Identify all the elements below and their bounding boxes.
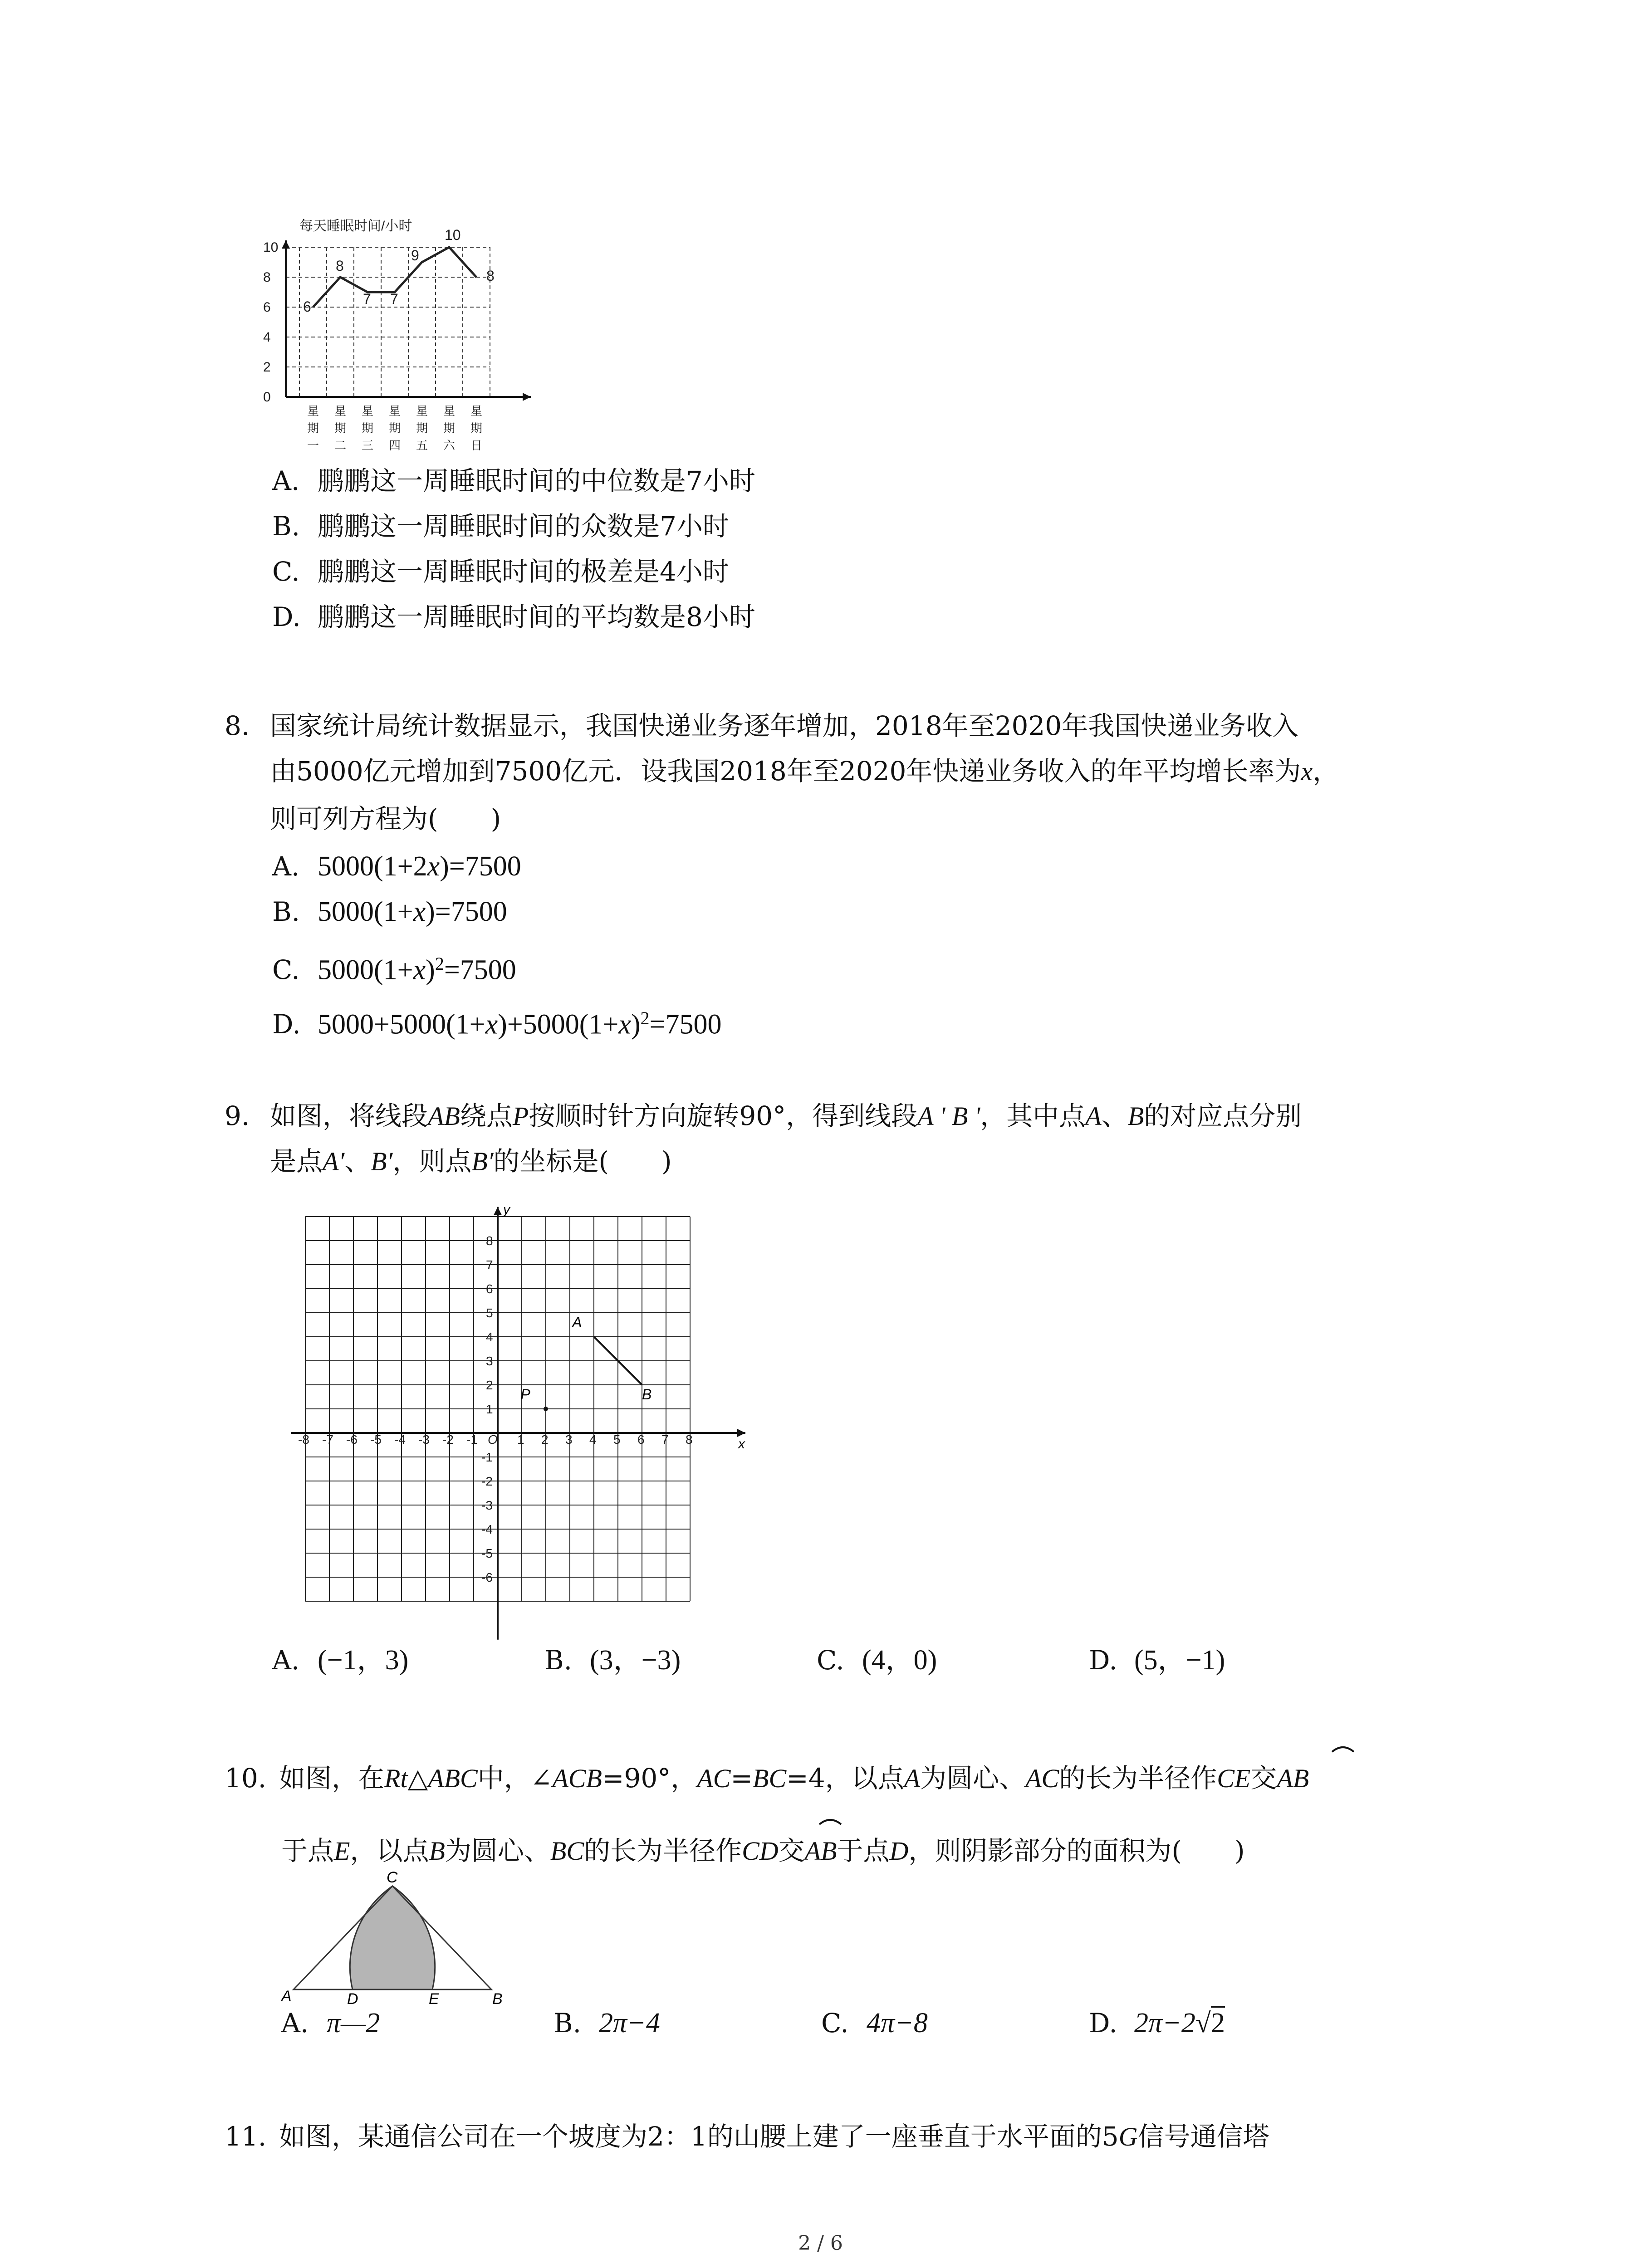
arc-ce: CE — [1217, 1764, 1251, 1793]
x-tick-label: 星 — [470, 404, 483, 418]
question-number: 10. — [225, 1763, 267, 1794]
option-text: 鹏鹏这一周睡眠时间的平均数是8小时 — [318, 601, 755, 632]
x-tick-label: 星 — [416, 404, 428, 418]
q10-stem-line-2: 于点E，以点B为圆心、BC的长为半径作CD交AB于点D，则阴影部分的面积为( ) — [281, 1835, 1245, 1866]
x-tick-label: 期 — [362, 421, 374, 435]
x-tick-label: 星 — [307, 404, 319, 418]
x-tick-label: 4 — [589, 1432, 597, 1447]
x-tick-label: 7 — [661, 1432, 669, 1447]
point-p — [544, 1407, 548, 1411]
point-b-label: B — [642, 1386, 652, 1403]
point-label: 8 — [336, 258, 344, 274]
option-label: B. — [272, 511, 300, 542]
x-tick-label: 5 — [613, 1432, 621, 1447]
y-tick-label: 1 — [486, 1402, 493, 1416]
q9-option-b[interactable]: B. (3，−3) — [544, 1645, 681, 1676]
x-tick-label: 6 — [637, 1432, 645, 1447]
x-tick-labels — [298, 1432, 693, 1447]
q10-option-b[interactable]: B. 2π−4 — [554, 2008, 660, 2038]
question-number: 8. — [225, 710, 250, 741]
chart-point-labels — [303, 227, 495, 315]
y-tick-label: 2 — [486, 1378, 493, 1392]
y-tick-label: 8 — [263, 270, 271, 285]
coordinate-grid-figure — [263, 1198, 758, 1637]
sqrt-sign: √ — [1195, 2008, 1211, 2038]
q8-option-c[interactable]: C. $5000(1+x)^2=7500$ — [272, 953, 516, 986]
arc-mark-ce — [1329, 1743, 1357, 1754]
x-tick-label: 8 — [686, 1432, 693, 1447]
x-tick-label: 日 — [470, 439, 483, 452]
x-tick-label: -7 — [322, 1432, 333, 1447]
y-tick-label: 10 — [263, 240, 279, 255]
q7-option-b[interactable] — [272, 508, 729, 544]
point-label: 10 — [445, 227, 461, 243]
x-tick-label: -4 — [394, 1432, 406, 1447]
y-tick-label: 2 — [263, 360, 271, 375]
option-label: D. — [272, 601, 301, 632]
y-axis-arrow — [282, 240, 290, 249]
q8-option-b[interactable]: B. 5000(1+x)=7500 — [272, 896, 507, 927]
q7-option-d[interactable] — [272, 599, 755, 635]
label-a: A — [281, 1988, 292, 2005]
x-tick-label: -1 — [466, 1432, 478, 1447]
q9-stem-line-1: 9. 如图，将线段AB绕点P按顺时针方向旋转90°，得到线段A ' B '，其中点A、B的对应点分别 — [225, 1098, 1302, 1134]
chart-x-tick-labels — [307, 404, 482, 452]
y-tick-label: 7 — [486, 1258, 493, 1272]
x-tick-label: 1 — [517, 1432, 524, 1447]
label-c: C — [387, 1869, 398, 1886]
y-tick-label: 0 — [263, 390, 271, 405]
q9-option-a[interactable]: A. (−1，3) — [272, 1645, 409, 1676]
arc-cd: CD — [742, 1836, 779, 1866]
x-tick-label: O — [488, 1432, 498, 1447]
x-tick-label: 五 — [416, 439, 428, 452]
y-tick-label: 4 — [486, 1330, 493, 1344]
y-tick-label: -5 — [481, 1546, 493, 1560]
question-number: 11. — [225, 2121, 267, 2152]
q10-option-a[interactable]: A. π—2 — [281, 2008, 380, 2038]
option-text: 鹏鹏这一周睡眠时间的极差是4小时 — [318, 556, 729, 587]
x-tick-label: 星 — [389, 404, 401, 418]
x-tick-label: 星 — [443, 404, 456, 418]
point-label: 6 — [303, 298, 311, 315]
x-tick-label: 2 — [541, 1432, 549, 1447]
triangle-shaded-figure — [272, 1869, 503, 2008]
label-e: E — [429, 1990, 439, 2008]
q8-stem-line-3: 则可列方程为( ) — [270, 803, 501, 834]
option-text: 鹏鹏这一周睡眠时间的众数是7小时 — [318, 511, 729, 542]
y-tick-label: -3 — [481, 1498, 493, 1512]
label-d: D — [347, 1990, 358, 2008]
x-axis-label: x — [738, 1437, 745, 1452]
q7-option-c[interactable] — [272, 553, 729, 590]
point-label: 7 — [363, 291, 371, 307]
y-tick-label: -1 — [481, 1450, 493, 1464]
y-tick-label: 6 — [263, 300, 271, 315]
x-tick-label: -6 — [346, 1432, 358, 1447]
label-b: B — [492, 1990, 503, 2008]
q8-stem-line-1: 8. 国家统计局统计数据显示，我国快递业务逐年增加，2018年至2020年我国快递业务收入 — [225, 708, 1298, 744]
x-axis-arrow — [523, 393, 531, 401]
x-axis-arrow — [737, 1429, 745, 1437]
x-tick-label: -2 — [442, 1432, 454, 1447]
x-tick-label: 期 — [443, 421, 456, 435]
y-tick-label: -2 — [481, 1474, 493, 1488]
x-tick-label: 二 — [334, 439, 347, 452]
question-number: 9. — [225, 1100, 250, 1131]
x-tick-label: 期 — [334, 421, 347, 435]
y-tick-label: 4 — [263, 330, 271, 345]
y-tick-label: 3 — [486, 1354, 493, 1368]
point-a-label: A — [572, 1314, 582, 1330]
option-label: C. — [272, 556, 300, 587]
x-tick-label: 一 — [307, 439, 319, 452]
y-axis-label: y — [503, 1202, 510, 1217]
y-tick-label: -6 — [481, 1570, 493, 1584]
point-p-label: P — [520, 1386, 530, 1403]
option-text: 鹏鹏这一周睡眠时间的中位数是7小时 — [318, 465, 755, 496]
x-tick-label: 期 — [307, 421, 319, 435]
q10-stem-line-1: 10. 如图，在Rt△ABC中，∠ACB=90°，AC=BC=4，以点A为圆心、AC的长为半径作CE交AB — [225, 1760, 1309, 1797]
chart-y-ticks — [263, 240, 278, 405]
y-tick-label: 6 — [486, 1282, 493, 1296]
q11-stem-line-1: 11. 如图，某通信公司在一个坡度为2：1的山腰上建了一座垂直于水平面的5G信号通信塔 — [225, 2118, 1269, 2155]
page-number: 2 / 6 — [798, 2232, 843, 2255]
arc-mark-cd — [817, 1815, 844, 1826]
x-tick-label: 四 — [389, 439, 401, 452]
x-tick-label: -5 — [370, 1432, 382, 1447]
q9-option-d[interactable]: D. (5，−1) — [1089, 1645, 1225, 1676]
q10-option-c[interactable]: C. 4π−8 — [821, 2008, 928, 2038]
chart-y-axis-label: 每天睡眠时间/小时 — [299, 219, 412, 234]
axes — [291, 1207, 745, 1640]
chart-grid — [286, 247, 490, 397]
y-axis-arrow — [494, 1207, 502, 1215]
x-tick-label: 三 — [362, 439, 374, 452]
q8-option-d[interactable]: D. $5000+5000(1+x)+5000(1+x)^2=7500$ — [272, 1008, 722, 1040]
y-tick-label: 5 — [486, 1306, 493, 1320]
q9-option-c[interactable]: C. (4，0) — [817, 1645, 937, 1676]
x-tick-label: 期 — [470, 421, 483, 435]
point-label: 8 — [486, 268, 495, 284]
chart-axes — [282, 240, 531, 401]
q8-option-a[interactable]: A. 5000(1+2x)=7500 — [272, 851, 521, 882]
q10-option-d[interactable]: D. 2π−2√2 — [1089, 2005, 1225, 2041]
x-tick-label: -8 — [298, 1432, 309, 1447]
x-tick-label: 期 — [389, 421, 401, 435]
y-tick-label: -4 — [481, 1522, 493, 1536]
x-tick-label: 期 — [416, 421, 428, 435]
option-label: A. — [272, 465, 300, 496]
x-tick-label: 星 — [362, 404, 374, 418]
x-tick-label: -3 — [418, 1432, 430, 1447]
x-tick-label: 3 — [565, 1432, 573, 1447]
q7-option-a[interactable] — [272, 463, 755, 499]
shaded-region — [350, 1886, 435, 1989]
point-label: 7 — [390, 291, 398, 307]
q8-stem-line-2: 由5000亿元增加到7500亿元．设我国2018年至2020年快递业务收入的年平均增长率为x， — [270, 756, 1339, 787]
sleep-time-line-chart — [254, 213, 544, 467]
x-tick-label: 星 — [334, 404, 347, 418]
point-label: 9 — [411, 247, 419, 264]
q9-stem-line-2: 是点A′、B′，则点B′的坐标是( ) — [270, 1146, 672, 1177]
x-tick-label: 六 — [443, 439, 456, 452]
y-tick-label: 8 — [486, 1234, 493, 1248]
